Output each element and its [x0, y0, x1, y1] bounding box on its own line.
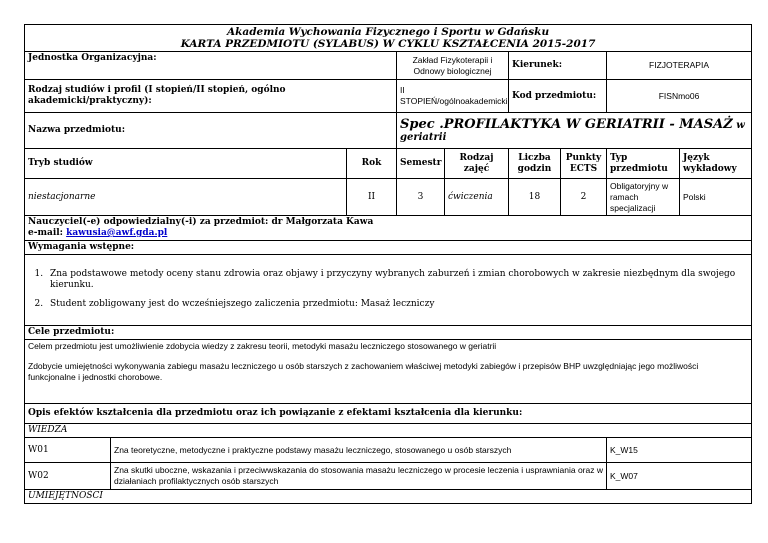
- unit-label: Jednostka Organizacyjna:: [25, 52, 397, 80]
- outcome-ref: K_W07: [607, 463, 752, 490]
- subject-suffix: w geriatrii: [400, 119, 745, 143]
- cell-language: Polski: [680, 179, 752, 216]
- outcomes-label: Opis efektów kształcenia dla przedmiotu oraz ich powiązanie z efektami kształcenia dla kierunku:: [25, 404, 752, 424]
- cell-study-mode: niestacjonarne: [25, 179, 347, 216]
- cell-subject-type: Obligatoryjny w ramach specjalizacji: [607, 179, 680, 216]
- outcome-text: Zna skutki uboczne, wskazania i przeciwwskazania do stosowania masażu leczniczego w procesie leczenia i usprawniania oraz w działaniach profilaktycznych osób starszych: [111, 463, 607, 490]
- outcome-code: W02: [25, 463, 111, 490]
- outcome-text: Zna teoretyczne, metodyczne i praktyczne podstawy masażu leczniczego, stosowanego u osób starszych: [111, 438, 607, 463]
- goals-p2: Zdobycie umiejętności wykonywania zabiegu masażu leczniczego u osób starszych z zachowaniem właściwej metodyki zabiegów i przepisów BHP uwzględniając jego możliwości funkcjonalne i jednostki chorobowe.: [28, 361, 699, 382]
- outcome-code: W01: [25, 438, 111, 463]
- unit-value: Zakład Fizykoterapii i Odnowy biologicznej: [397, 52, 509, 80]
- outcome-ref: K_W15: [607, 438, 752, 463]
- direction-label: Kierunek:: [509, 52, 607, 80]
- requirements-label: Wymagania wstępne:: [25, 241, 752, 255]
- cell-class-type: ćwiczenia: [445, 179, 509, 216]
- cell-year: II: [347, 179, 397, 216]
- col-year: Rok: [347, 149, 397, 179]
- teacher-label: Nauczyciel(-e) odpowiedzialny(-i) za przedmiot: dr Małgorzata Kawa: [28, 217, 374, 227]
- col-ects: Punkty ECTS: [561, 149, 607, 179]
- study-type-value: II STOPIEŃ/ogólnoakademicki: [397, 80, 509, 113]
- subject-value: Spec .PROFILAKTYKA W GERIATRII - MASAŻ: [400, 116, 733, 132]
- email-line: [28, 228, 748, 239]
- requirements-list: [46, 266, 748, 315]
- card-title: KARTA PRZEDMIOTU (SYLABUS) W CYKLU KSZTAŁCENIA 2015-2017: [180, 38, 596, 50]
- cell-ects: 2: [561, 179, 607, 216]
- header-title: [25, 25, 752, 52]
- email-link[interactable]: kawusia@awf.gda.pl: [66, 228, 168, 238]
- col-language: Język wykładowy: [680, 149, 752, 179]
- col-class-type: Rodzaj zajęć: [445, 149, 509, 179]
- teacher-block: [25, 216, 752, 241]
- section-skills: UMIEJĘTNOŚCI: [25, 490, 752, 504]
- goals-label: Cele przedmiotu:: [25, 326, 752, 340]
- requirement-item: 2. Student zobligowany jest do wcześniejszego zaliczenia przedmiotu: Masaż leczniczy: [46, 296, 748, 315]
- study-type-label: Rodzaj studiów i profil (I stopień/II stopień, ogólno akademicki/praktyczny):: [25, 80, 397, 113]
- cell-hours: 18: [509, 179, 561, 216]
- code-value: FISNmo06: [607, 80, 752, 113]
- subject-name: [397, 113, 752, 149]
- requirements-list-cell: [25, 255, 752, 326]
- goals-body: [25, 340, 752, 404]
- institution-name: Akademia Wychowania Fizycznego i Sportu w Gdańsku: [226, 26, 550, 38]
- syllabus-card: [24, 24, 751, 504]
- syllabus-table: [24, 24, 752, 504]
- col-semester: Semestr: [397, 149, 445, 179]
- col-hours: Liczba godzin: [509, 149, 561, 179]
- col-subject-type: Typ przedmiotu: [607, 149, 680, 179]
- goals-p1: Celem przedmiotu jest umożliwienie zdobycia wiedzy z zakresu teorii, metodyki masażu leczniczego stosowanego w geriatrii: [28, 341, 497, 351]
- code-label: Kod przedmiotu:: [509, 80, 607, 113]
- cell-semester: 3: [397, 179, 445, 216]
- subject-label: Nazwa przedmiotu:: [25, 113, 397, 149]
- col-study-mode: Tryb studiów: [25, 149, 347, 179]
- section-knowledge: WIEDZA: [25, 424, 752, 438]
- direction-value: FIZJOTERAPIA: [607, 52, 752, 80]
- email-label: e-mail:: [28, 228, 67, 238]
- requirement-item: 1. Zna podstawowe metody oceny stanu zdrowia oraz objawy i przyczyny wybranych zaburzeń i zmian chorobowych w zakresie niezbędnym dla swojego kierunku.: [46, 266, 748, 296]
